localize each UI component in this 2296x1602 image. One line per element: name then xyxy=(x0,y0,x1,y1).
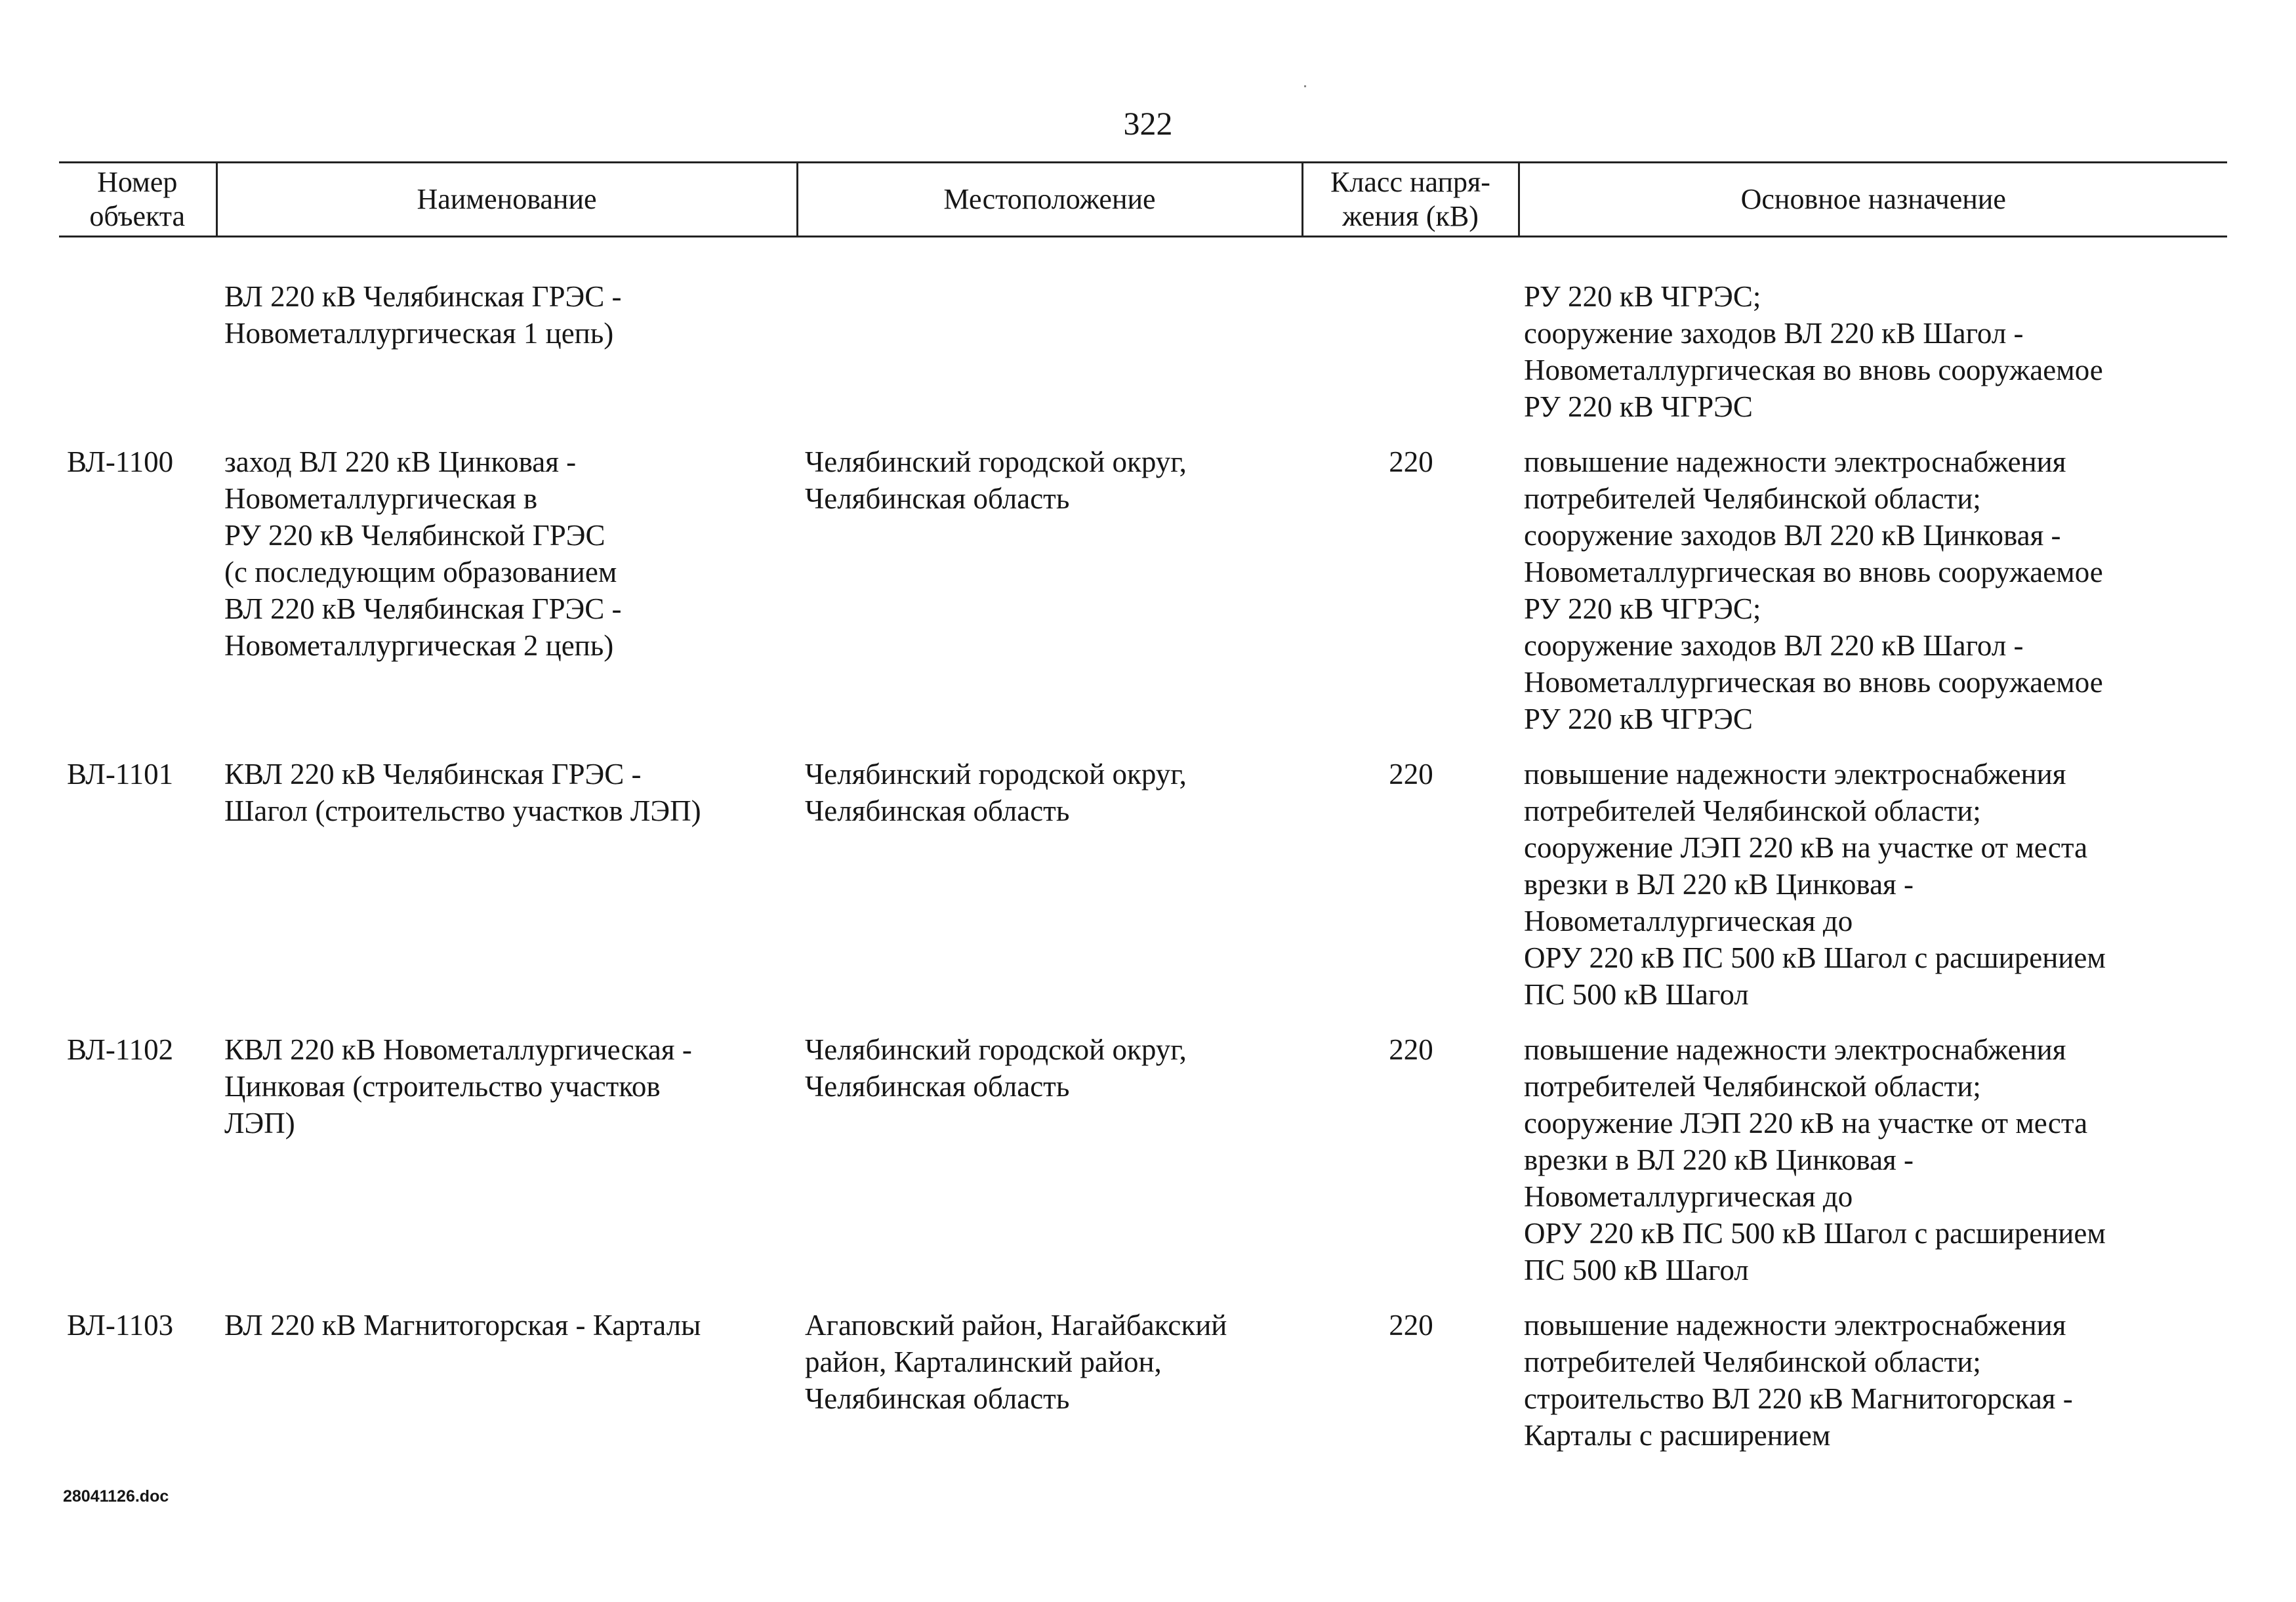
header-purpose: Основное назначение xyxy=(1519,163,2227,237)
cell-voltage xyxy=(1302,237,1519,444)
cell-purpose: РУ 220 кВ ЧГРЭС; сооружение заходов ВЛ 220 кВ Шагол - Новометаллургическая во вновь сооружаемое РУ 220 кВ ЧГРЭС xyxy=(1524,280,2103,423)
cell-voltage: 220 xyxy=(1389,1033,1433,1066)
header-name: Наименование xyxy=(216,163,797,237)
cell-location: Челябинский городской округ, Челябинская область xyxy=(805,1033,1187,1103)
scan-speck xyxy=(1304,85,1306,87)
cell-purpose: повышение надежности электроснабжения потребителей Челябинской области; сооружение ЛЭП 220 кВ на участке от места врезки в ВЛ 220 кВ Цинковая - Новометаллургическая до ОРУ 220 кВ ПС 500 кВ Шагол с расширением ПС 500 кВ Шагол xyxy=(1524,758,2106,1011)
table-row xyxy=(59,237,2227,444)
cell-name: заход ВЛ 220 кВ Цинковая - Новометаллургическая в РУ 220 кВ Челябинской ГРЭС (с последующим образованием ВЛ 220 кВ Челябинская ГРЭС - Новометаллургическая 2 цепь) xyxy=(224,445,622,662)
cell-location xyxy=(797,237,1302,444)
objects-table xyxy=(59,161,2227,1472)
cell-number: ВЛ-1100 xyxy=(67,445,174,478)
cell-number: ВЛ-1103 xyxy=(67,1309,174,1342)
table-header xyxy=(59,163,2227,237)
table-row xyxy=(59,1307,2227,1472)
cell-number: ВЛ-1102 xyxy=(67,1033,174,1066)
cell-voltage: 220 xyxy=(1389,445,1433,478)
cell-purpose: повышение надежности электроснабжения потребителей Челябинской области; сооружение заходов ВЛ 220 кВ Цинковая - Новометаллургическая во вновь сооружаемое РУ 220 кВ ЧГРЭС; сооружение заходов ВЛ 220 кВ Шагол - Новометаллургическая во вновь сооружаемое РУ 220 кВ ЧГРЭС xyxy=(1524,445,2103,735)
page-number: 322 xyxy=(1123,105,1173,142)
cell-location: Челябинский городской округ, Челябинская область xyxy=(805,758,1187,827)
cell-purpose: повышение надежности электроснабжения потребителей Челябинской области; строительство ВЛ 220 кВ Магнитогорская - Карталы с расширением xyxy=(1524,1309,2073,1452)
table-body xyxy=(59,237,2227,1473)
cell-number: ВЛ-1101 xyxy=(67,758,174,791)
table-row xyxy=(59,443,2227,756)
header-number: Номер объекта xyxy=(59,163,216,237)
table-container xyxy=(59,161,2227,1472)
cell-name: КВЛ 220 кВ Новометаллургическая - Цинковая (строительство участков ЛЭП) xyxy=(224,1033,692,1140)
header-voltage: Класс напря- жения (кВ) xyxy=(1302,163,1519,237)
cell-voltage: 220 xyxy=(1389,758,1433,791)
cell-voltage: 220 xyxy=(1389,1309,1433,1342)
cell-name: ВЛ 220 кВ Челябинская ГРЭС - Новометаллургическая 1 цепь) xyxy=(224,280,622,350)
table-row xyxy=(59,1031,2227,1307)
cell-name: КВЛ 220 кВ Челябинская ГРЭС - Шагол (строительство участков ЛЭП) xyxy=(224,758,701,827)
cell-purpose: повышение надежности электроснабжения потребителей Челябинской области; сооружение ЛЭП 220 кВ на участке от места врезки в ВЛ 220 кВ Цинковая - Новометаллургическая до ОРУ 220 кВ ПС 500 кВ Шагол с расширением ПС 500 кВ Шагол xyxy=(1524,1033,2106,1286)
header-row xyxy=(59,163,2227,237)
cell-location: Агаповский район, Нагайбакский район, Карталинский район, Челябинская область xyxy=(805,1309,1227,1415)
cell-number xyxy=(59,237,216,444)
document-filename: 28041126.doc xyxy=(63,1487,169,1506)
table-row xyxy=(59,756,2227,1031)
header-location: Местоположение xyxy=(797,163,1302,237)
cell-location: Челябинский городской округ, Челябинская область xyxy=(805,445,1187,515)
cell-name: ВЛ 220 кВ Магнитогорская - Карталы xyxy=(224,1309,701,1342)
